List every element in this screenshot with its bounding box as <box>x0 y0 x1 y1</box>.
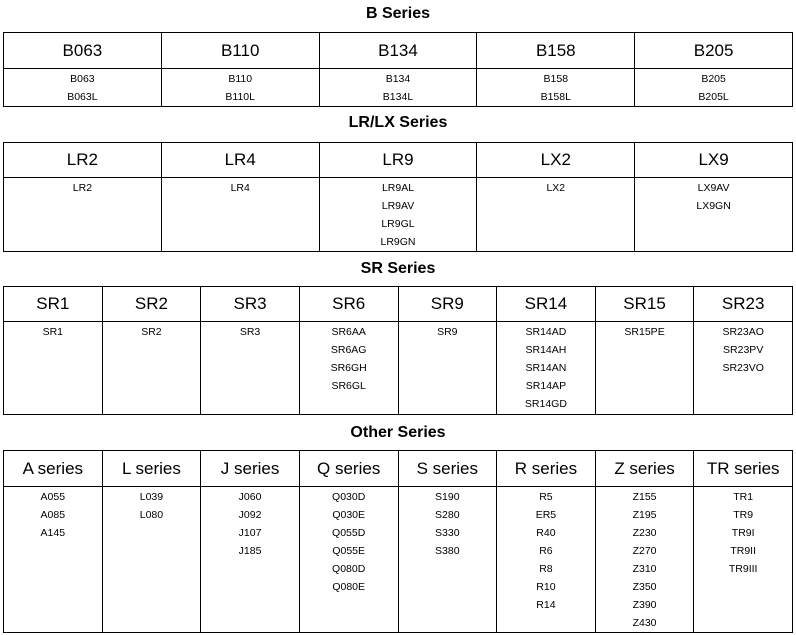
model-item: SR6AG <box>330 344 367 356</box>
other-series-table <box>3 450 793 633</box>
model-item: S190 <box>435 491 460 503</box>
model-item: B205L <box>698 91 729 103</box>
column-header: SR3 <box>201 287 300 322</box>
items-row <box>4 178 793 252</box>
model-list-cell <box>161 69 319 107</box>
model-item: SR6AA <box>331 326 366 338</box>
column-header: SR1 <box>4 287 103 322</box>
model-item: Q055D <box>332 527 366 539</box>
sr-series-title: SR Series <box>360 260 436 277</box>
model-list-cell <box>4 322 103 415</box>
model-item: J092 <box>238 509 262 521</box>
model-item: SR23AO <box>722 326 764 338</box>
model-list-cell <box>201 322 300 415</box>
model-item: R6 <box>539 545 553 557</box>
lr-lx-series-title: LR/LX Series <box>348 114 448 131</box>
column-header: B158 <box>477 33 635 69</box>
model-item: B205 <box>701 73 726 85</box>
model-list-cell <box>102 322 201 415</box>
model-item: B158 <box>543 73 569 85</box>
model-list-cell <box>319 178 477 252</box>
model-item: L039 <box>139 491 164 503</box>
column-header: S series <box>398 451 497 487</box>
model-item: J185 <box>238 545 262 557</box>
model-item: SR6GL <box>331 380 366 392</box>
model-item: LR9GL <box>381 218 415 230</box>
model-item: LX9AV <box>697 182 730 194</box>
model-item: Z155 <box>632 491 657 503</box>
model-list-cell <box>497 487 596 633</box>
model-item: A055 <box>40 491 66 503</box>
model-item: LX9GN <box>696 200 731 212</box>
model-item: SR14GD <box>524 398 567 410</box>
model-item: Z270 <box>632 545 657 557</box>
model-item: S380 <box>435 545 460 557</box>
model-item: Z195 <box>632 509 657 521</box>
model-item: SR15PE <box>624 326 665 338</box>
column-header: A series <box>4 451 103 487</box>
column-header: SR2 <box>102 287 201 322</box>
model-list-cell <box>4 69 162 107</box>
model-item: R8 <box>539 563 553 575</box>
model-list-cell <box>595 487 694 633</box>
model-item: Q030E <box>332 509 366 521</box>
column-header: LR2 <box>4 143 162 178</box>
column-header: Z series <box>595 451 694 487</box>
model-item: A085 <box>40 509 66 521</box>
model-item: TR9 <box>733 509 754 521</box>
model-item: J060 <box>238 491 262 503</box>
model-item: Z430 <box>632 617 657 629</box>
lr-lx-series-table <box>3 142 793 252</box>
model-list-cell <box>398 322 497 415</box>
model-item: SR9 <box>437 326 458 338</box>
model-item: LR9AV <box>381 200 415 212</box>
header-row <box>4 33 793 69</box>
model-list-cell <box>477 69 635 107</box>
model-item: SR2 <box>141 326 162 338</box>
model-item: L080 <box>139 509 164 521</box>
model-item: SR6GH <box>330 362 367 374</box>
model-item: SR3 <box>239 326 261 338</box>
column-header: SR9 <box>398 287 497 322</box>
model-item: Z230 <box>632 527 657 539</box>
model-item: Q080D <box>332 563 366 575</box>
column-header: LR4 <box>161 143 319 178</box>
column-header: LR9 <box>319 143 477 178</box>
model-list-cell <box>102 487 201 633</box>
model-item: SR14AD <box>525 326 567 338</box>
b-series-table <box>3 32 793 107</box>
model-item: Q055E <box>332 545 366 557</box>
model-item: B063L <box>67 91 98 103</box>
model-item: TR9II <box>730 545 757 557</box>
column-header: L series <box>102 451 201 487</box>
model-list-cell <box>4 487 103 633</box>
items-row <box>4 322 793 415</box>
column-header: SR6 <box>299 287 398 322</box>
model-list-cell <box>299 487 398 633</box>
model-item: SR14AN <box>525 362 567 374</box>
column-header: R series <box>497 451 596 487</box>
model-list-cell <box>201 487 300 633</box>
model-list-cell <box>694 487 793 633</box>
model-list-cell <box>4 178 162 252</box>
model-item: A145 <box>40 527 66 539</box>
model-list-cell <box>595 322 694 415</box>
column-header: SR23 <box>694 287 793 322</box>
column-header: B063 <box>4 33 162 69</box>
column-header: LX2 <box>477 143 635 178</box>
model-item: Z310 <box>632 563 657 575</box>
model-item: TR9I <box>731 527 755 539</box>
model-item: LR9GN <box>380 236 416 248</box>
model-item: Z350 <box>632 581 657 593</box>
model-item: R10 <box>536 581 556 593</box>
model-item: SR23PV <box>723 344 764 356</box>
model-item: B158L <box>540 91 571 103</box>
model-item: J107 <box>238 527 262 539</box>
model-item: SR1 <box>42 326 64 338</box>
column-header: TR series <box>694 451 793 487</box>
model-list-cell <box>319 69 477 107</box>
model-item: SR14AH <box>525 344 567 356</box>
column-header: J series <box>201 451 300 487</box>
model-item: Q030D <box>332 491 366 503</box>
model-item: R5 <box>539 491 553 503</box>
model-item: SR23VO <box>722 362 764 374</box>
model-list-cell <box>398 487 497 633</box>
column-header: B205 <box>635 33 793 69</box>
b-series-title: B Series <box>365 5 431 22</box>
header-row <box>4 143 793 178</box>
model-item: TR1 <box>733 491 754 503</box>
column-header: SR14 <box>497 287 596 322</box>
model-item: B063 <box>70 73 95 85</box>
model-list-cell <box>299 322 398 415</box>
model-list-cell <box>635 69 793 107</box>
model-item: SR14AP <box>525 380 567 392</box>
model-item: LX2 <box>546 182 566 194</box>
column-header: B110 <box>161 33 319 69</box>
sr-series-table <box>3 286 793 415</box>
model-item: Q080E <box>332 581 366 593</box>
column-header: Q series <box>299 451 398 487</box>
model-item: LR4 <box>230 182 250 194</box>
other-series-title: Other Series <box>350 424 446 441</box>
model-item: LR9AL <box>381 182 415 194</box>
model-list-cell <box>694 322 793 415</box>
model-item: S330 <box>435 527 460 539</box>
column-header: LX9 <box>635 143 793 178</box>
model-list-cell <box>635 178 793 252</box>
items-row <box>4 487 793 633</box>
model-item: B110L <box>225 91 255 103</box>
column-header: SR15 <box>595 287 694 322</box>
model-item: TR9III <box>728 563 758 575</box>
model-item: B134 <box>385 73 411 85</box>
model-list-cell <box>497 322 596 415</box>
model-item: R40 <box>536 527 556 539</box>
header-row <box>4 287 793 322</box>
items-row <box>4 69 793 107</box>
model-item: ER5 <box>535 509 557 521</box>
model-item: B134L <box>382 91 414 103</box>
model-item: S280 <box>435 509 460 521</box>
column-header: B134 <box>319 33 477 69</box>
model-item: B110 <box>228 73 253 85</box>
model-list-cell <box>161 178 319 252</box>
model-item: LR2 <box>72 182 93 194</box>
header-row <box>4 451 793 487</box>
model-item: R14 <box>536 599 556 611</box>
model-list-cell <box>477 178 635 252</box>
model-item: Z390 <box>632 599 657 611</box>
